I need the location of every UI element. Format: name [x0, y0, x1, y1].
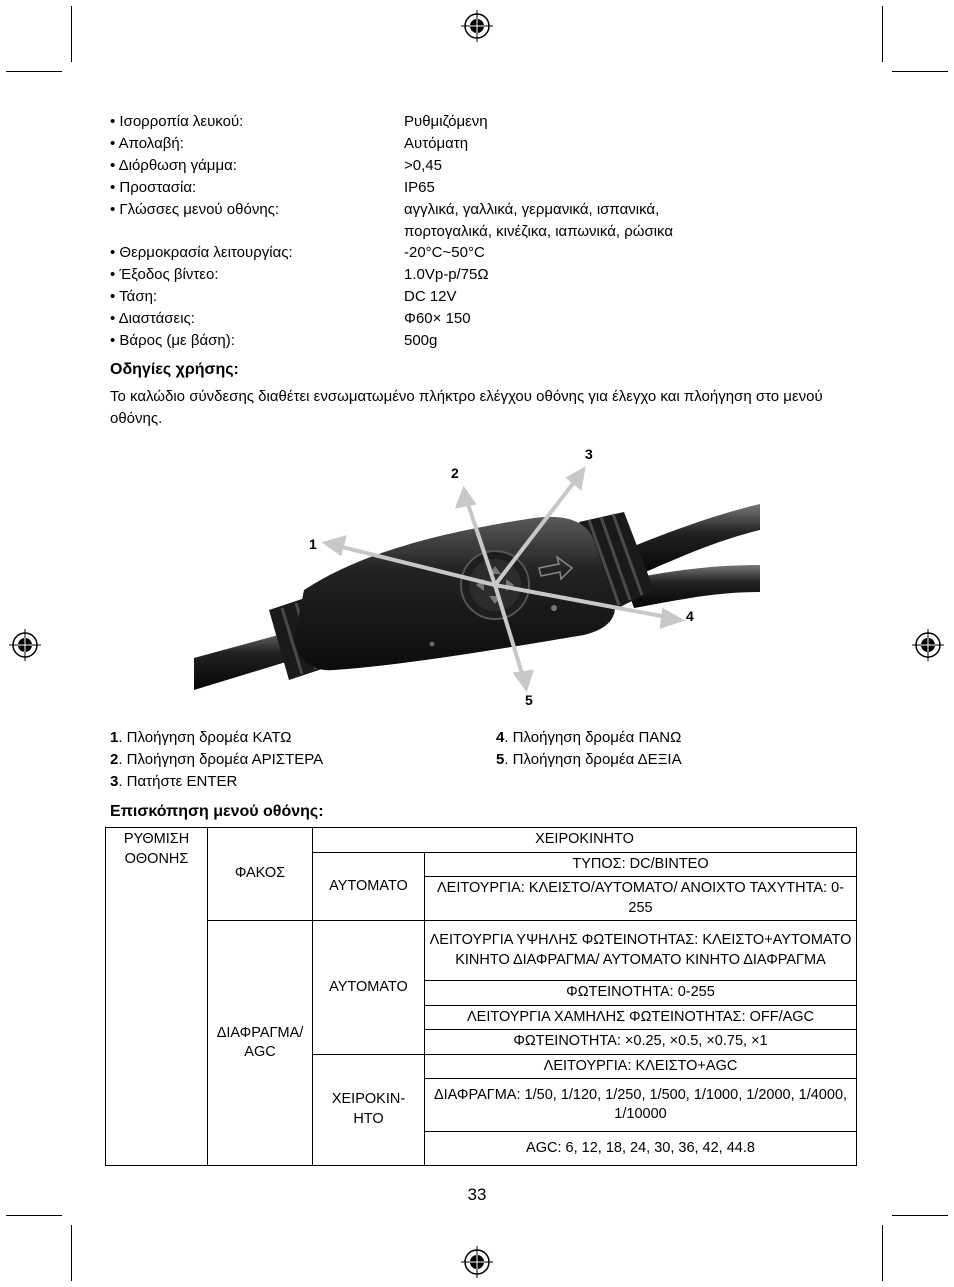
spec-row — [110, 330, 830, 352]
spec-value: Ρυθμιζόμενη — [404, 113, 488, 130]
crop-mark — [892, 1215, 948, 1216]
crop-mark — [892, 71, 948, 72]
menu-lens-cell: ΦΑΚΟΣ — [208, 828, 313, 921]
spec-label: • Απολαβή: — [110, 134, 184, 152]
legend-number: 5 — [496, 751, 505, 768]
menu-cell: ΦΩΤΕΙΝΟΤΗΤΑ: 0-255 — [425, 981, 857, 1006]
spec-label: • Ισορροπία λευκού: — [110, 113, 244, 130]
legend-item — [496, 749, 682, 771]
legend-item — [110, 771, 323, 793]
spec-row — [110, 199, 830, 243]
callout-label: 2 — [451, 465, 459, 481]
table-row — [106, 828, 857, 853]
spec-value: 1.0Vp-p/75Ω — [404, 266, 489, 284]
spec-label: • Τάση: — [110, 288, 158, 306]
crop-mark — [71, 6, 72, 62]
spec-value: Αυτόματη — [404, 134, 469, 152]
legend-text: . Πλοήγηση δρομέα ΠΑΝΩ — [504, 729, 682, 746]
menu-root-cell: ΡΥΘΜΙΣΗ ΟΘΟΝΗΣ — [106, 828, 208, 1166]
legend-item — [110, 749, 323, 771]
button-legend-right — [496, 727, 682, 771]
menu-cell: ΦΩΤΕΙΝΟΤΗΤΑ: ×0.25, ×0.5, ×0.75, ×1 — [425, 1030, 857, 1055]
crop-mark — [71, 1225, 72, 1281]
spec-value-line: πορτογαλικά, κινέζικα, ιαπωνικά, ρώσικα — [404, 222, 674, 240]
callout-label: 4 — [686, 608, 694, 624]
spec-row — [110, 242, 830, 264]
spec-value: -20°C~50°C — [404, 244, 485, 262]
registration-mark-icon — [460, 9, 494, 43]
registration-mark-icon — [8, 628, 42, 662]
legend-number: 4 — [496, 729, 505, 746]
menu-iris-cell: ΔΙΑΦΡΑΓΜΑ/ AGC — [208, 921, 313, 1166]
legend-text: . Πλοήγηση δρομέα ΔΕΞΙΑ — [504, 751, 682, 768]
legend-text: . Πατήστε ENTER — [118, 773, 238, 790]
menu-cell: ΧΕΙΡΟΚΙΝΗΤΟ — [313, 828, 857, 853]
spec-row — [110, 308, 830, 330]
spec-value: 500g — [404, 332, 438, 350]
spec-value-line: αγγλικά, γαλλικά, γερμανικά, ισπανικά, — [404, 200, 660, 218]
crop-mark — [6, 71, 62, 72]
crop-mark — [6, 1215, 62, 1216]
spec-label: • Έξοδος βίντεο: — [110, 266, 219, 284]
spec-row — [110, 133, 830, 155]
menu-cell: ΛΕΙΤΟΥΡΓΙΑ: ΚΛΕΙΣΤΟ+AGC — [425, 1054, 857, 1079]
menu-cell: ΛΕΙΤΟΥΡΓΙΑ: ΚΛΕΙΣΤΟ/ΑΥΤΟΜΑΤΟ/ ΑΝΟΙΧΤΟ ΤΑΧΥΤΗΤΑ: 0-255 — [425, 877, 857, 921]
legend-text: . Πλοήγηση δρομέα ΑΡΙΣΤΕΡΑ — [118, 751, 324, 768]
spec-row — [110, 177, 830, 199]
menu-cell: ΧΕΙΡΟΚΙΝ- ΗΤΟ — [313, 1054, 425, 1166]
spec-label: • Βάρος (με βάση): — [110, 332, 235, 350]
menu-cell: ΤΥΠΟΣ: DC/ΒΙΝΤΕΟ — [425, 852, 857, 877]
legend-number: 3 — [110, 773, 119, 790]
spec-label: • Διόρθωση γάμμα: — [110, 156, 237, 174]
menu-cell: ΛΕΙΤΟΥΡΓΙΑ ΥΨΗΛΗΣ ΦΩΤΕΙΝΟΤΗΤΑΣ: ΚΛΕΙΣΤΟ+ΑΥΤΟΜΑΤΟ ΚΙΝΗΤΟ ΔΙΑΦΡΑΓΜΑ/ ΑΥΤΟΜΑΤΟ ΚΙΝΗΤΟ ΔΙΑΦΡΑΓΜΑ — [425, 921, 857, 981]
registration-mark-icon — [911, 628, 945, 662]
spec-label: • Γλώσσες μενού οθόνης: — [110, 200, 280, 218]
spec-row — [110, 155, 830, 177]
spec-label: • Προστασία: — [110, 178, 197, 196]
legend-item — [110, 727, 323, 749]
spec-row — [110, 111, 830, 133]
spec-value — [404, 199, 830, 243]
spec-value: Φ60× 150 — [404, 310, 471, 328]
spec-row — [110, 264, 830, 286]
registration-mark-icon — [460, 1245, 494, 1279]
callout-label: 1 — [309, 536, 317, 552]
legend-item — [496, 727, 682, 749]
instructions-text: Το καλώδιο σύνδεσης διαθέτει ενσωματωμένο πλήκτρο ελέγχου οθόνης για έλεγχο και πλοήγηση στο μενού οθόνης. — [110, 388, 823, 427]
crop-mark — [882, 1225, 883, 1281]
menu-cell: AGC: 6, 12, 18, 24, 30, 36, 42, 44.8 — [425, 1132, 857, 1166]
menu-cell: ΑΥΤΟΜΑΤΟ — [313, 852, 425, 921]
callout-label: 5 — [525, 692, 533, 708]
spec-row — [110, 286, 830, 308]
page-number: 33 — [467, 1185, 487, 1204]
legend-number: 1 — [110, 729, 119, 746]
menu-cell: ΛΕΙΤΟΥΡΓΙΑ ΧΑΜΗΛΗΣ ΦΩΤΕΙΝΟΤΗΤΑΣ: OFF/AGC — [425, 1005, 857, 1030]
menu-cell: ΑΥΤΟΜΑΤΟ — [313, 921, 425, 1055]
spec-label: • Θερμοκρασία λειτουργίας: — [110, 244, 293, 262]
crop-mark — [882, 6, 883, 62]
spec-label: • Διαστάσεις: — [110, 310, 195, 328]
callout-label: 3 — [585, 446, 593, 462]
menu-cell: ΔΙΑΦΡΑΓΜΑ: 1/50, 1/120, 1/250, 1/500, 1/1000, 1/2000, 1/4000, 1/10000 — [425, 1079, 857, 1132]
menu-overview-table — [105, 827, 857, 1166]
instructions-heading: Οδηγίες χρήσης: — [110, 361, 239, 378]
spec-value: IP65 — [404, 178, 435, 196]
spec-value: >0,45 — [404, 156, 442, 174]
legend-text: . Πλοήγηση δρομέα ΚΑΤΩ — [118, 729, 292, 746]
spec-list — [110, 111, 830, 352]
button-legend-left — [110, 727, 323, 793]
legend-number: 2 — [110, 751, 119, 768]
spec-value: DC 12V — [404, 288, 457, 306]
menu-overview-heading: Επισκόπηση μενού οθόνης: — [110, 803, 324, 820]
control-cable-photo — [194, 440, 760, 710]
table-row — [106, 921, 857, 981]
